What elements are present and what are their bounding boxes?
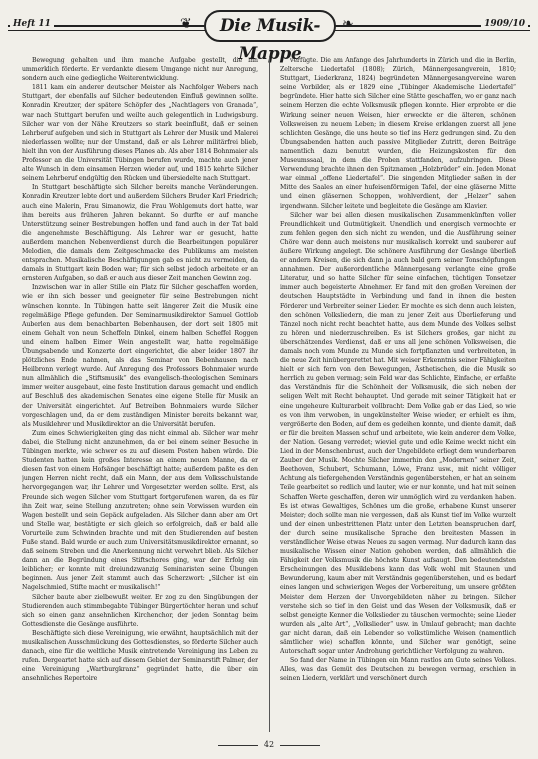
paragraph: Silcher war bei allen diesen musikalischen Zusammenkünften voller Freundlichkeit und Gutmütigkeit. Unendlich und energisch vermochte er zum fehlen gegen den sich nicht zu wenden, und die Ausführung seiner Chöre war denn auch meistens nur musikalisch korrekt und sauberer auf äußere Wirkung angelegt. Die schönere Ausführung der Gesänge überließ er andern Kreisen, die sich dann ja auch bald gern seiner Tonschöpfungen annahmen. Der außerordentliche Männergesang verlangte eine große Literatur, und so hatte Silcher für seine einfachen, tüchtigen Tonsetzer immer auch begeisterte Abnehmer. Er fand mit den großen Vereinen der deutschen Hauptstädte in Verbindung und fand in ihnen die besten Förderer und Verbreiter seiner Lieder. Er mochte es sich denn auch leisten, den schönen Volksliedern, die man zu jener Zeit aus Überlieferung und Tänzel noch nicht recht beachtet hatte, aus dem Munde des Volkes selbst zu hören und niederzuschreiben. Es ist Silchers großes, gar nicht zu überschätzendes Verdienst, daß er uns all jene schönen Volksweisen, die damals noch vom Munde zu Munde sich fortpflanzten und verbreiteten, in die neue Zeit hinübergerettet hat. Mit weiser Erkenntnis seiner Fähigkeiten hielt er sich fern von den Bewegungen, Ästhetischen, die die Musik so herrlich zu geben vermag; sein Feld war das Schlichte, Einfache, er erfaßte das Verständnis für die Schönheit der Volksmusik, die sich neben der seligen Welt mit Recht behauptet. Und gerade mit seiner Tätigkeit hat er eine ungeheure Kulturarbeit vollbracht: Dem Volke gab er das Lied, so wie es von ihm verwoben, in ungekünstelter Weise wieder, er erhielt es ihm, vergrößerte den Boden, auf dem es gedeihen konnte, und diente damit, daß er für die breiten Massen schuf und arbeitete, wie kein anderer dem Volke, der Nation. Gesang verredet; wieviel gute und edle Keime weckt nicht ein Lied in der Menschenbrust, auch der Ungebildete erliegt dem wunderbaren Zauber der Musik. Mochte Silcher immerhin den „Modernen“ seiner Zeit, Beethoven, Schubert, Schumann, Löwe, Franz usw., mit nicht völliger Achtung als tiefergehenden Verständnis gegenüberstehen, er hat an seinem Teile gearbeitet so redlich und lauter, wie er nur konnte, und hat mit seinen Schaffen Werte geschaffen, deren wir unmöglich wird zu verdanken haben. Es ist etwas Gewaltiges, Schönes um die große, erhabene Kunst unserer Meister; doch sollte man nie vergessen, daß als Kunst tief im Volke wurzelt und der einen unbestrittenen Platz unter den Letzten beanspruchen darf, der durch seine musikalische Sprache den breitesten Massen in verständlicher Weise etwas Neues zu sagen vermag. Nur dadurch kann das musikalische Wissen einer Nation gehoben werden, daß allmählich die Fähigkeit der Volksmusik die höchste Kunst aufsaugt. Den bedeutendsten Erscheinungen des Musiklebens kann das Volk wohl mit Staunen und Bewunderung, kaum aber mit Verständnis gegenüberstehen, und es bedarf eines langen und schwierigen Weges der Vorbereitung, um unsere größten Meister dem Herzen der Unvorgebildeten näher zu bringen. Silcher verstehe sich so tief in den Geist und das Wesen der Volksmusik, daß er selbst geneigte Kenner die Volkslieder zu täuschen vermochte; seine Lieder wurden als „alte Art“, „Volkslieder“ usw. in Umlauf gebracht; man dachte gar nicht daran, daß ein Lebender so volkstümliche Weisen (namentlich sämtlicher wie) schaffen könnte, und Silcher war genötigt, seine Autorschaft sogar unter Androhung gerichtlicher Verfolgung zu wahren. — [280, 211, 516, 656]
paragraph: Inzwischen war in aller Stille ein Platz für Silcher geschaffen worden, wie er ihn sich besser und geeigneter für seine Bestrebungen nicht wünschen konnte. In Tübingen hatte seit längerer Zeit die Musik eine regelmäßige Pflege gefunden. Der Seminarmusikdirektor Samuel Gottlob Auberlen aus dem benachbarten Bebenhausen, der dort seit 1805 mit einem Gehalt von neun Scheffeln Dinkel, einem halben Scheffel Roggen und einem halben Eimer Wein angestellt war, hatte regelmäßige Übungsabende und Konzerte dort eingerichtet, die aber leider 1807 ihr plötzliches Ende nahmen, als das Seminar von Bebenhausen nach Heilbronn verlegt wurde. Auf Anregung des Professors Bohnmaier wurde nun allmählich die „Stiftsmusik“ des evangelisch-theologischen Seminars immer weiter ausgebaut, eine feste Institution daraus gemacht und endlich auf Beschluß des akademischen Senates eine eigene Stelle für Musik an der Universität eingerichtet. Auf Betreiben Bohnmaiers wurde Silcher vorgeschlagen und, da er dem zuständigen Minister bereits bekannt war, als Musiklehrer und Musikdirektor an die Universität berufen. — [22, 284, 258, 428]
paragraph: Bewegung gehalten und ihm manche Aufgabe gestellt, die ihn ummerklich förderte. Er verdankte diesem Umgange nicht nur Anregung, sondern auch eine gediegliche Weiterentwicklung. — [22, 57, 258, 83]
paragraph: 1811 kam ein anderer deutscher Meister als Nachfolger Webers nach Stuttgart, der ebenfalls auf Silcher bedeutenden Einfluß gewinnen sollte. Konradin Kreutzer, der spätere Schöpfer des „Nachtlagers von Granada“, war nach Stuttgart berufen und weilte auch gelegentlich in Ludwigsburg. Silcher war von der Nähe Kreutzers so stark beeinflußt, daß er seinen Lehrberuf aufgeben und sich in Stuttgart als Lehrer der Musik und Malerei niederlassen wollte; nur der Umstand, daß er als Lehrer militärfrei blieb, hielt ihn von der Ausführung dieses Planes ab. Als aber 1814 Bohnmaier als Professor an die Universität Tübingen berufen wurde, machte auch jener alte Wunsch in dem einsamen Herzen wieder auf, und 1815 kehrte Silcher seinem Lehrberuf endgültig den Rücken und übersiedelte nach Stuttgart. — [22, 84, 258, 183]
masthead-title-box — [204, 10, 336, 64]
paragraph: In Stuttgart beschäftigte sich Silcher bereits manche Veränderungen. Konradin Kreutzer lebte dort und außerdem Silchers Bruder Karl Friedrich; auch eine Malerin, Frau Simanowiz, die Frau Wohlgemuts dort hatte, war ihm bereits aus früheren Jahren bekannt. So durfte er auf manche Unterstützung seiner Bestrebungen hoffen und fand auch in der Tat bald die angenehmste Beschäftigung. Als Lehrer war er gesucht, hatte außerdem manchen Nebenverdienst durch die Bearbeitungen populärer Melodien, die damals dem Zeitgeschmacke des Publikums am meisten entsprachen. Musikalische Beschäftigungen gab es nicht zu vermeiden, da damals in Stuttgart kein Boden war; für sich selbst jedoch arbeitete er an ernsteren Aufgaben, so daß er auch aus dieser Zeit manchen Gewinn zog. — [22, 184, 258, 283]
issue-year: 1909/10 — [481, 19, 528, 29]
flourish-left-icon: ❦ — [180, 16, 192, 32]
footer-rule-left — [218, 745, 258, 746]
masthead-title: Die Musik-Mappe — [219, 16, 321, 64]
column-divider — [269, 56, 270, 732]
paragraph: Beschäftigte sich diese Vereinigung, wie erwähnt, hauptsächlich mit der musikalischen Ausschmückung des Gottesdienstes, so förderte Silcher auch danach, eine für die weltliche Musik eintretende Vereinigung ins Leben zu rufen. Dergeartet hatte sich auf diesem Gebiet der Seminarstift Palmer, der eine Vereinigung „Wartburgkranz“ gegründet hatte, die über ein ansehnliches Repertoire — [22, 629, 258, 683]
paragraph: verfügte. Die am Anfange des Jahrhunderts in Zürich und die in Berlin, Zeltersche Liedertafel (1808); Zürich, Männergesangverein, 1810; Stuttgart, Liederkranz, 1824) begründeten Männergesangvereine waren seine Vorbilder, als er 1829 eine „Tübinger Akademische Liedertafel“ begründete. Hier hatte sich Silcher eine Stätte geschaffen, wo er ganz nach seinem Herzen die echte Volksmusik pflegen konnte. Hier erprobte er die Wirkung seiner neuen Weisen, hier erweckte er die älteren, schönen Volksweisen zu neuem Leben; in diesem Kreise erklangen zuerst all jene schlichten Gesänge, die uns heute so tief ins Herz gedrungen sind. Zu den Übungsabenden hatten auch passive Mitglieder Zutritt, deren Beiträge namentlich dazu benutzt wurden, die Heizungskosten für den Museumssaal, in dem die Proben stattfanden, aufzubringen. Diese Verwendung brachte ihnen den Spitznamen „Holzbrüder“ ein. Jeden Monat war einmal „offene Liedertafel“. Die singenden Mitglieder saßen in der Mitte des Saales an einer hufeisenförmigen Tafel, der eine gläserne Mitte und einen gläsernen Schoppen, wohlverdient, der „Helzer“ sahen irgendwann. Silcher leitete und begleitete die Gesänge am Klavier. — [280, 57, 516, 210]
article-body — [22, 56, 518, 732]
flourish-right-icon: ❧ — [342, 16, 354, 32]
paragraph: Zum eines Schwierigkeiten ging das nicht einmal ab. Silcher war mehr dabei, die Stellung nicht anzunehmen, da er bei einem seiner Besuche in Tübingen merkte, wie schwer es zu auf diesem Posten haben würde. Die Studenten hatten kein großes Interesse an einem neuen Manne, da er diesen fast von einem Hofsänger beschäftigt hatte; außerdem paßte es den jungen Herren nicht recht, daß ein Mann, der aus dem Volksschulstande hervorgegangen war, ihr Lehrer und Vorgesetzter werden sollte. Erst, als Freunde sich wegen Silcher vom Stuttgart fortgerufenen waren, da es für ihn Zeit war, seine Stellung anzutreten; ohne sein Vorwissen wurden ein Wagen bestellt und sein Gepäck aufgeladen. Als Silcher dann aber am Ort und Stelle war, bestätigte er sich gleich so erfolgreich, daß er bald alle Vorurteile zum Schwinden brachte und mit den Studierenden auf besten Fuße stand. Bald wurde er auch zum Universitätsmusikdirektor ernannt, so daß seinem Streben und die Anerkennung nicht verwehrt blieb. Als Silcher dann an die Begründung eines Stiftschores ging, war der Erfolg ein leiblicher; er konnte mit dreiundzwanzig Seminaristen seine Übungen beginnen. Aus jener Zeit stammt auch das Scherzwort: „Silcher ist ein Nagelschmied, Stifte macht er musikalisch!“ — [22, 429, 258, 592]
issue-number: Heft 11 — [10, 19, 54, 29]
page-number: 42 — [263, 740, 275, 749]
paragraph: So fand der Name in Tübingen ein Mann rastlos am Gute seines Volkes. Alles, was das Gemüt des Deutschen zu bewegen vermag, erschien in seinen Liedern, verklärt und verschönert durch — [280, 657, 516, 683]
page-header — [8, 10, 530, 64]
page-footer — [0, 740, 538, 749]
left-column — [22, 56, 258, 732]
right-column — [280, 56, 516, 732]
footer-rule-right — [280, 745, 320, 746]
paragraph: Silcher baute aber zielbewußt weiter. Er zog zu den Singübungen der Studierenden auch stimmbegabte Tübinger Bürgertöchter heran und schuf sich so einen ganz ansehnlichen Kirchenchor, der jeden Sonntag beim Gottesdienste die Gesänge ausführte. — [22, 593, 258, 628]
